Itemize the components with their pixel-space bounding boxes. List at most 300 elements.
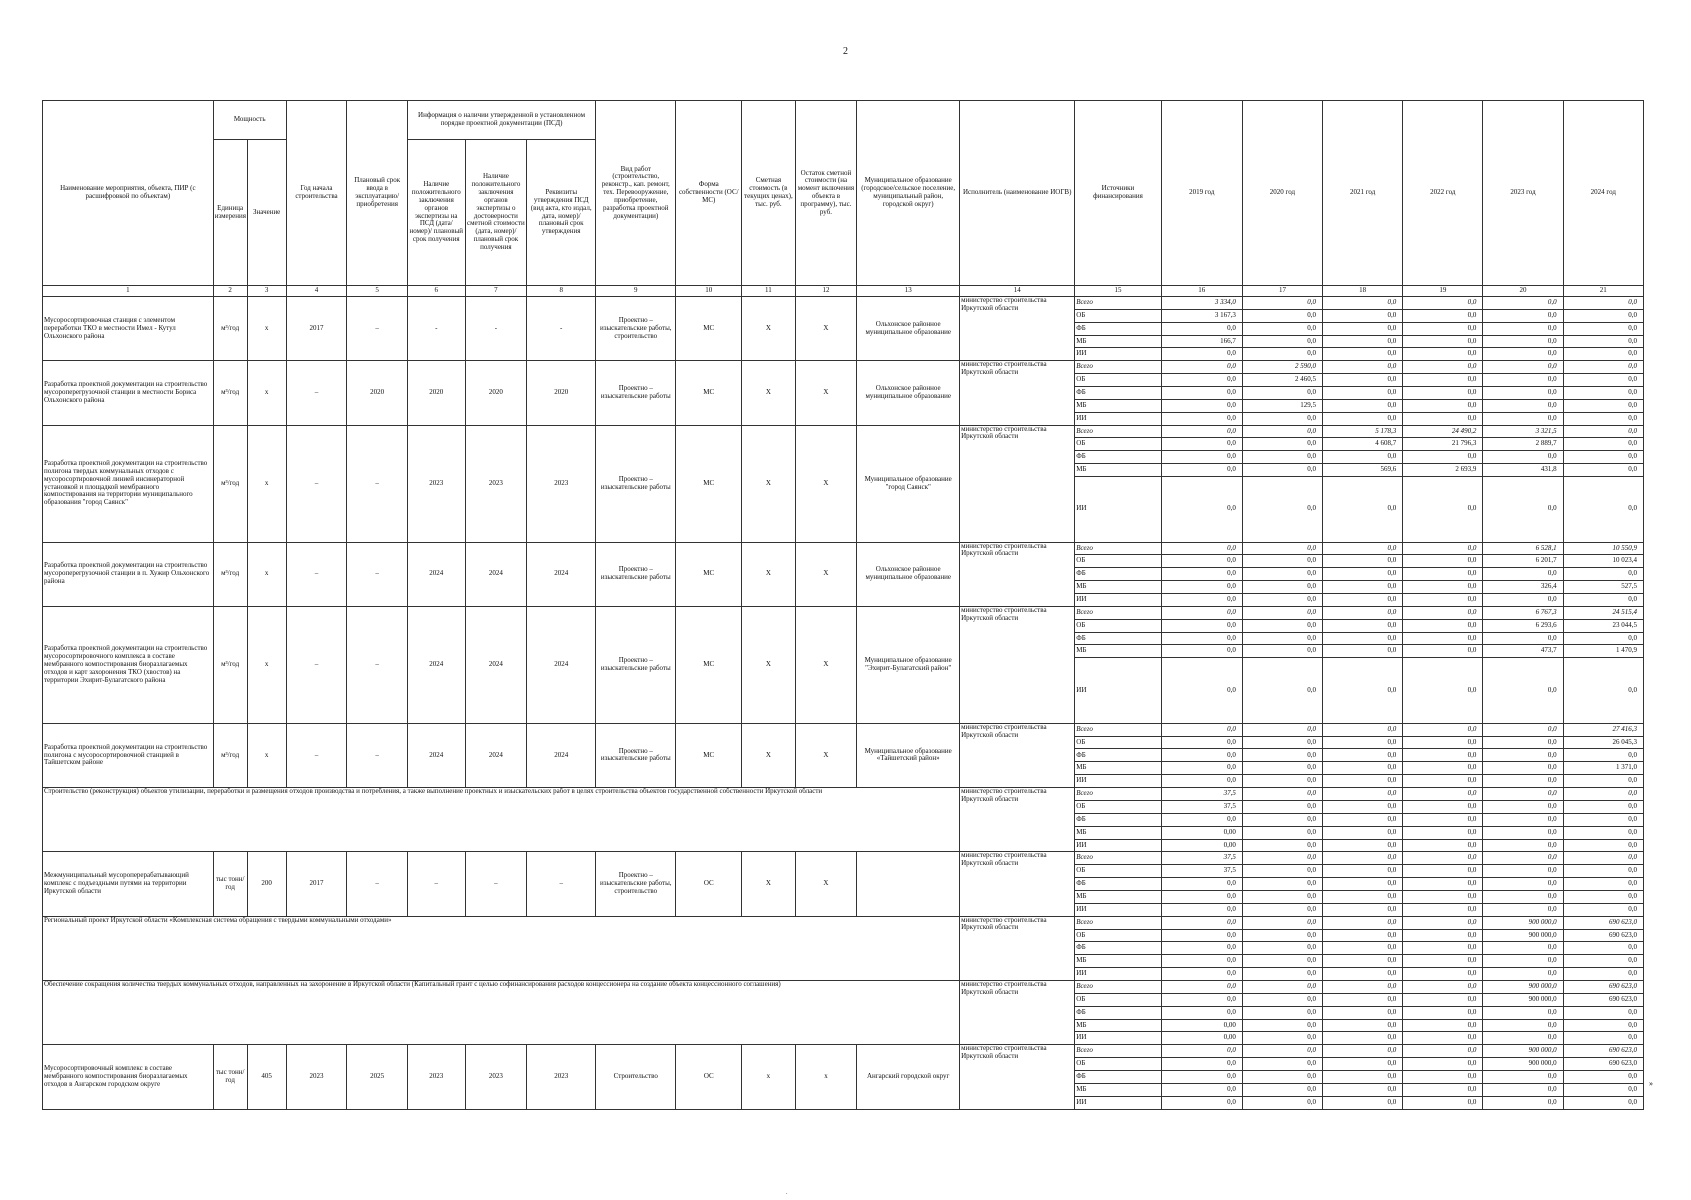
expertise-cell: 2024 xyxy=(407,542,465,606)
amount-cell: 0,0 xyxy=(1323,1045,1403,1058)
municipality-cell: Ангарский городской округ xyxy=(857,1045,960,1110)
amount-cell: 0,0 xyxy=(1483,1032,1563,1045)
unit-cell: м³/год xyxy=(213,723,247,787)
table-row xyxy=(43,852,1644,865)
amount-cell: 0,0 xyxy=(1323,775,1403,788)
amount-cell: 0,0 xyxy=(1323,1083,1403,1096)
source-label: Всего xyxy=(1075,425,1161,438)
section-row xyxy=(43,788,1644,801)
amount-cell: 0,0 xyxy=(1563,438,1643,451)
amount-cell: 0,0 xyxy=(1242,1006,1322,1019)
amount-cell: 0,0 xyxy=(1242,1058,1322,1071)
amount-cell: 0,0 xyxy=(1483,451,1563,464)
executor-cell: министерство строительства Иркутской области xyxy=(960,788,1075,852)
amount-cell: 0,0 xyxy=(1483,348,1563,361)
header-year-2024: 2024 год xyxy=(1563,101,1643,286)
amount-cell: 0,0 xyxy=(1242,955,1322,968)
start-year-cell: – xyxy=(286,361,347,425)
work-type-cell: Проектно – изыскательские работы, строительство xyxy=(596,297,676,361)
plan-year-cell: – xyxy=(347,297,408,361)
amount-cell: 0,0 xyxy=(1483,890,1563,903)
column-number: 2 xyxy=(213,286,247,297)
amount-cell: 0,0 xyxy=(1563,412,1643,425)
amount-cell: 0,0 xyxy=(1161,980,1242,993)
column-number-row xyxy=(43,286,1644,297)
amount-cell: 0,0 xyxy=(1403,955,1483,968)
amount-cell: 0,0 xyxy=(1483,852,1563,865)
ownership-cell: МС xyxy=(676,723,742,787)
amount-cell: 0,0 xyxy=(1161,322,1242,335)
amount-cell: 0,0 xyxy=(1242,348,1322,361)
investment-table xyxy=(42,100,1644,1110)
amount-cell: 0,0 xyxy=(1161,723,1242,736)
amount-cell: 0,0 xyxy=(1483,865,1563,878)
amount-cell: 0,00 xyxy=(1161,839,1242,852)
reliability-cell: 2024 xyxy=(465,542,527,606)
column-number: 16 xyxy=(1161,286,1242,297)
source-label: МБ xyxy=(1075,581,1161,594)
source-label: ФБ xyxy=(1075,632,1161,645)
amount-cell: 0,0 xyxy=(1403,348,1483,361)
amount-cell: 0,0 xyxy=(1323,1096,1403,1109)
amount-cell: 0,0 xyxy=(1403,1019,1483,1032)
header-sources: Источники финансирования xyxy=(1075,101,1161,286)
remaining-cost-cell: Х xyxy=(795,852,857,916)
amount-cell: 0,0 xyxy=(1403,335,1483,348)
ownership-cell: МС xyxy=(676,297,742,361)
amount-cell: 6 201,7 xyxy=(1483,555,1563,568)
amount-cell: 0,0 xyxy=(1563,903,1643,916)
amount-cell: 0,0 xyxy=(1563,749,1643,762)
source-label: ИИ xyxy=(1075,412,1161,425)
amount-cell: 0,0 xyxy=(1563,425,1643,438)
amount-cell: 0,0 xyxy=(1403,606,1483,619)
amount-cell: 0,0 xyxy=(1161,451,1242,464)
source-label: МБ xyxy=(1075,826,1161,839)
object-name: Межмуниципальный мусороперерабатывающий комплекс с подъездными путями на территории Иркутской области xyxy=(43,852,214,916)
amount-cell: 0,0 xyxy=(1563,632,1643,645)
amount-cell: 0,0 xyxy=(1563,568,1643,581)
reliability-cell: - xyxy=(465,297,527,361)
amount-cell: 0,0 xyxy=(1323,542,1403,555)
work-type-cell: Строительство xyxy=(596,1045,676,1110)
amount-cell: 690 623,0 xyxy=(1563,916,1643,929)
ownership-cell: МС xyxy=(676,361,742,425)
value-cell: х xyxy=(247,361,286,425)
approval-cell: 2023 xyxy=(527,1045,596,1110)
amount-cell: 0,0 xyxy=(1161,903,1242,916)
amount-cell: 0,0 xyxy=(1403,1032,1483,1045)
amount-cell: 0,0 xyxy=(1483,942,1563,955)
executor-cell: министерство строительства Иркутской области xyxy=(960,606,1075,723)
amount-cell: 3 167,3 xyxy=(1161,309,1242,322)
source-label: ФБ xyxy=(1075,322,1161,335)
amount-cell: 0,0 xyxy=(1403,1058,1483,1071)
amount-cell: 0,0 xyxy=(1242,1083,1322,1096)
unit-cell: м³/год xyxy=(213,297,247,361)
object-name: Разработка проектной документации на строительство мусороперегрузочной станции в местности Бориса Ольхонского района xyxy=(43,361,214,425)
amount-cell: 0,0 xyxy=(1242,438,1322,451)
amount-cell: 1 470,9 xyxy=(1563,645,1643,658)
header-year-2019: 2019 год xyxy=(1161,101,1242,286)
amount-cell: 0,0 xyxy=(1563,788,1643,801)
amount-cell: 0,0 xyxy=(1161,568,1242,581)
amount-cell: 0,0 xyxy=(1323,736,1403,749)
amount-cell: 0,0 xyxy=(1242,645,1322,658)
amount-cell: 0,0 xyxy=(1563,813,1643,826)
column-number: 21 xyxy=(1563,286,1643,297)
plan-year-cell: – xyxy=(347,852,408,916)
amount-cell: 0,0 xyxy=(1242,826,1322,839)
amount-cell: 0,0 xyxy=(1563,658,1643,724)
header-ownership: Форма собственности (ОС/МС) xyxy=(676,101,742,286)
amount-cell: 0,0 xyxy=(1403,800,1483,813)
amount-cell: 37,5 xyxy=(1161,788,1242,801)
amount-cell: 0,0 xyxy=(1323,412,1403,425)
amount-cell: 0,0 xyxy=(1161,542,1242,555)
amount-cell: 0,0 xyxy=(1242,464,1322,477)
header-name: Наименование мероприятия, объекта, ПИР (с расшифровкой по объектам) xyxy=(43,101,214,286)
column-number: 18 xyxy=(1323,286,1403,297)
source-label: МБ xyxy=(1075,464,1161,477)
amount-cell: 0,0 xyxy=(1403,555,1483,568)
amount-cell: 0,0 xyxy=(1323,645,1403,658)
amount-cell: 0,0 xyxy=(1483,788,1563,801)
executor-cell: министерство строительства Иркутской области xyxy=(960,723,1075,787)
amount-cell: 0,0 xyxy=(1161,775,1242,788)
amount-cell: 0,0 xyxy=(1161,348,1242,361)
source-label: ОБ xyxy=(1075,619,1161,632)
amount-cell: 0,0 xyxy=(1161,619,1242,632)
plan-year-cell: – xyxy=(347,425,408,542)
amount-cell: 0,0 xyxy=(1242,658,1322,724)
amount-cell: 0,0 xyxy=(1483,878,1563,891)
plan-year-cell: – xyxy=(347,723,408,787)
amount-cell: 0,0 xyxy=(1161,593,1242,606)
amount-cell: 900 000,0 xyxy=(1483,929,1563,942)
header-psd-expertise: Наличие положительного заключения органов экспертизы на ПСД (дата/номер)/ плановый срок получения xyxy=(407,140,465,286)
amount-cell: 0,0 xyxy=(1483,477,1563,543)
source-label: ОБ xyxy=(1075,309,1161,322)
municipality-cell: Ольхонское районное муниципальное образование xyxy=(857,361,960,425)
column-number: 14 xyxy=(960,286,1075,297)
amount-cell: 0,0 xyxy=(1161,425,1242,438)
amount-cell: 0,00 xyxy=(1161,1019,1242,1032)
estimated-cost-cell: Х xyxy=(742,852,795,916)
source-label: ОБ xyxy=(1075,1058,1161,1071)
value-cell: 405 xyxy=(247,1045,286,1110)
amount-cell: 0,0 xyxy=(1242,451,1322,464)
amount-cell: 0,0 xyxy=(1323,839,1403,852)
amount-cell: 0,0 xyxy=(1563,890,1643,903)
amount-cell: 0,0 xyxy=(1563,1096,1643,1109)
amount-cell: 0,0 xyxy=(1242,297,1322,310)
amount-cell: 0,0 xyxy=(1242,322,1322,335)
section-title: Строительство (реконструкция) объектов утилизации, переработки и размещения отходов производства и потребления, а также выполнение проектных и изыскательских работ в целях строительства объектов государственной собственности Иркутской области xyxy=(43,788,960,852)
amount-cell: 4 608,7 xyxy=(1323,438,1403,451)
executor-cell: министерство строительства Иркутской области xyxy=(960,542,1075,606)
amount-cell: 0,0 xyxy=(1323,335,1403,348)
amount-cell: 0,0 xyxy=(1563,968,1643,981)
amount-cell: 0,0 xyxy=(1403,903,1483,916)
amount-cell: 0,0 xyxy=(1161,464,1242,477)
amount-cell: 690 623,0 xyxy=(1563,1045,1643,1058)
amount-cell: 0,0 xyxy=(1323,929,1403,942)
municipality-cell xyxy=(857,852,960,916)
ownership-cell: МС xyxy=(676,606,742,723)
source-label: ФБ xyxy=(1075,813,1161,826)
estimated-cost-cell: Х xyxy=(742,297,795,361)
amount-cell: 0,0 xyxy=(1563,865,1643,878)
executor-cell: министерство строительства Иркутской области xyxy=(960,361,1075,425)
amount-cell: 0,0 xyxy=(1403,645,1483,658)
ownership-cell: МС xyxy=(676,425,742,542)
header-year-2020: 2020 год xyxy=(1242,101,1322,286)
amount-cell: 0,0 xyxy=(1483,412,1563,425)
column-number: 7 xyxy=(465,286,527,297)
table-row xyxy=(43,542,1644,555)
amount-cell: 0,0 xyxy=(1161,762,1242,775)
amount-cell: 0,0 xyxy=(1483,568,1563,581)
source-label: Всего xyxy=(1075,1045,1161,1058)
amount-cell: 3 334,0 xyxy=(1161,297,1242,310)
table-row xyxy=(43,425,1644,438)
amount-cell: 0,0 xyxy=(1242,542,1322,555)
amount-cell: 0,0 xyxy=(1403,839,1483,852)
amount-cell: 0,0 xyxy=(1563,942,1643,955)
column-number: 9 xyxy=(596,286,676,297)
source-label: МБ xyxy=(1075,955,1161,968)
amount-cell: 0,0 xyxy=(1323,477,1403,543)
source-label: ИИ xyxy=(1075,1032,1161,1045)
source-label: ОБ xyxy=(1075,374,1161,387)
amount-cell: 569,6 xyxy=(1323,464,1403,477)
amount-cell: 0,0 xyxy=(1242,839,1322,852)
amount-cell: 0,0 xyxy=(1242,1045,1322,1058)
source-label: Всего xyxy=(1075,542,1161,555)
amount-cell: 0,0 xyxy=(1483,632,1563,645)
amount-cell: 0,0 xyxy=(1323,852,1403,865)
amount-cell: 0,0 xyxy=(1161,361,1242,374)
source-label: ФБ xyxy=(1075,451,1161,464)
amount-cell: 0,0 xyxy=(1483,1070,1563,1083)
amount-cell: 690 623,0 xyxy=(1563,980,1643,993)
amount-cell: 21 796,3 xyxy=(1403,438,1483,451)
amount-cell: 690 623,0 xyxy=(1563,1058,1643,1071)
unit-cell: тыс тонн/год xyxy=(213,1045,247,1110)
header-executor: Исполнитель (наименование ИОГВ) xyxy=(960,101,1075,286)
amount-cell: 0,0 xyxy=(1161,1058,1242,1071)
column-number: 20 xyxy=(1483,286,1563,297)
start-year-cell: 2017 xyxy=(286,297,347,361)
amount-cell: 0,0 xyxy=(1563,775,1643,788)
amount-cell: 0,0 xyxy=(1483,322,1563,335)
amount-cell: 0,0 xyxy=(1323,993,1403,1006)
plan-year-cell: – xyxy=(347,606,408,723)
amount-cell: 0,0 xyxy=(1161,1096,1242,1109)
table-row xyxy=(43,361,1644,374)
amount-cell: 0,0 xyxy=(1563,852,1643,865)
amount-cell: 0,0 xyxy=(1242,813,1322,826)
header-work-type: Вид работ (строительство, реконстр., кап. ремонт, тех. Перевооружение, приобретение, разработка проектной документации) xyxy=(596,101,676,286)
amount-cell: 0,0 xyxy=(1483,775,1563,788)
amount-cell: 10 023,4 xyxy=(1563,555,1643,568)
municipality-cell: Ольхонское районное муниципальное образование xyxy=(857,297,960,361)
amount-cell: 0,0 xyxy=(1161,477,1242,543)
amount-cell: 0,0 xyxy=(1403,1083,1483,1096)
amount-cell: 0,0 xyxy=(1242,309,1322,322)
executor-cell: министерство строительства Иркутской области xyxy=(960,1045,1075,1110)
column-number: 10 xyxy=(676,286,742,297)
amount-cell: 0,0 xyxy=(1323,903,1403,916)
amount-cell: 0,0 xyxy=(1323,581,1403,594)
expertise-cell: 2024 xyxy=(407,723,465,787)
amount-cell: 0,0 xyxy=(1323,361,1403,374)
value-cell: х xyxy=(247,425,286,542)
amount-cell: 0,0 xyxy=(1403,968,1483,981)
amount-cell: 0,0 xyxy=(1161,412,1242,425)
amount-cell: 0,0 xyxy=(1161,942,1242,955)
amount-cell: 0,0 xyxy=(1483,361,1563,374)
object-name: Разработка проектной документации на строительство мусоросортировочного комплекса в составе мембранного компостирования биоразлагаемых отходов и карт захоронения ТКО (хвостов) на территории Эхирит-Булагатского района xyxy=(43,606,214,723)
amount-cell: 0,0 xyxy=(1403,297,1483,310)
amount-cell: 0,0 xyxy=(1323,309,1403,322)
amount-cell: 0,0 xyxy=(1403,762,1483,775)
header-psd-approval: Реквизиты утверждения ПСД (вид акта, кто издал, дата, номер)/ плановый срок утверждения xyxy=(527,140,596,286)
amount-cell: 0,0 xyxy=(1242,606,1322,619)
municipality-cell: Ольхонское районное муниципальное образование xyxy=(857,542,960,606)
amount-cell: 690 623,0 xyxy=(1563,929,1643,942)
amount-cell: 0,0 xyxy=(1403,1045,1483,1058)
amount-cell: 527,5 xyxy=(1563,581,1643,594)
unit-cell: тыс тонн/год xyxy=(213,852,247,916)
amount-cell: 900 000,0 xyxy=(1483,1045,1563,1058)
municipality-cell: Муниципальное образование "город Саянск" xyxy=(857,425,960,542)
amount-cell: 0,0 xyxy=(1242,788,1322,801)
amount-cell: 0,0 xyxy=(1403,865,1483,878)
column-number: 13 xyxy=(857,286,960,297)
executor-cell: министерство строительства Иркутской области xyxy=(960,297,1075,361)
amount-cell: 0,0 xyxy=(1323,297,1403,310)
amount-cell: 0,0 xyxy=(1161,1070,1242,1083)
amount-cell: 0,0 xyxy=(1323,1006,1403,1019)
amount-cell: 0,0 xyxy=(1323,955,1403,968)
unit-cell: м³/год xyxy=(213,606,247,723)
amount-cell: 900 000,0 xyxy=(1483,980,1563,993)
amount-cell: 0,0 xyxy=(1161,955,1242,968)
source-label: ИИ xyxy=(1075,477,1161,543)
table-row xyxy=(43,1045,1644,1058)
value-cell: х xyxy=(247,723,286,787)
amount-cell: 0,0 xyxy=(1161,749,1242,762)
amount-cell: 0,0 xyxy=(1242,762,1322,775)
unit-cell: м³/год xyxy=(213,542,247,606)
amount-cell: 129,5 xyxy=(1242,399,1322,412)
estimated-cost-cell: Х xyxy=(742,542,795,606)
amount-cell: 900 000,0 xyxy=(1483,916,1563,929)
amount-cell: 0,0 xyxy=(1483,309,1563,322)
amount-cell: 0,0 xyxy=(1242,968,1322,981)
source-label: Всего xyxy=(1075,852,1161,865)
amount-cell: 166,7 xyxy=(1161,335,1242,348)
work-type-cell: Проектно – изыскательские работы xyxy=(596,425,676,542)
source-label: Всего xyxy=(1075,916,1161,929)
reliability-cell: 2023 xyxy=(465,425,527,542)
amount-cell: 0,0 xyxy=(1242,1096,1322,1109)
amount-cell: 6 767,3 xyxy=(1483,606,1563,619)
approval-cell: 2020 xyxy=(527,361,596,425)
amount-cell: 0,0 xyxy=(1563,451,1643,464)
source-label: МБ xyxy=(1075,1083,1161,1096)
amount-cell: 0,0 xyxy=(1323,399,1403,412)
remaining-cost-cell: Х xyxy=(795,542,857,606)
amount-cell: 0,0 xyxy=(1323,593,1403,606)
column-number: 4 xyxy=(286,286,347,297)
table-row xyxy=(43,297,1644,310)
amount-cell: 0,0 xyxy=(1403,412,1483,425)
amount-cell: 0,0 xyxy=(1161,632,1242,645)
source-label: ИИ xyxy=(1075,658,1161,724)
amount-cell: 5 178,3 xyxy=(1323,425,1403,438)
amount-cell: 0,0 xyxy=(1323,865,1403,878)
page-number: 2 xyxy=(843,46,848,57)
amount-cell: 0,0 xyxy=(1161,387,1242,400)
header-start-year: Год начала строительства xyxy=(286,101,347,286)
header-value: Значение xyxy=(247,140,286,286)
amount-cell: 0,0 xyxy=(1483,593,1563,606)
amount-cell: 0,0 xyxy=(1323,942,1403,955)
header-unit: Единица измерения xyxy=(213,140,247,286)
amount-cell: 0,0 xyxy=(1483,762,1563,775)
amount-cell: 0,0 xyxy=(1403,593,1483,606)
amount-cell: 0,0 xyxy=(1403,361,1483,374)
amount-cell: 0,0 xyxy=(1323,348,1403,361)
estimated-cost-cell: х xyxy=(742,1045,795,1110)
expertise-cell: 2023 xyxy=(407,1045,465,1110)
table-row xyxy=(43,723,1644,736)
amount-cell: 0,0 xyxy=(1403,942,1483,955)
amount-cell: 0,0 xyxy=(1483,387,1563,400)
amount-cell: 0,0 xyxy=(1323,826,1403,839)
column-number: 17 xyxy=(1242,286,1322,297)
source-label: ФБ xyxy=(1075,1070,1161,1083)
value-cell: 200 xyxy=(247,852,286,916)
amount-cell: 0,0 xyxy=(1563,1006,1643,1019)
section-title: Региональный проект Иркутской области «Комплексная система обращения с твердыми коммунальными отходами» xyxy=(43,916,960,980)
amount-cell: 0,0 xyxy=(1323,968,1403,981)
amount-cell: 2 693,9 xyxy=(1403,464,1483,477)
source-label: ФБ xyxy=(1075,568,1161,581)
amount-cell: 0,0 xyxy=(1403,632,1483,645)
work-type-cell: Проектно – изыскательские работы xyxy=(596,361,676,425)
amount-cell: 0,0 xyxy=(1403,658,1483,724)
amount-cell: 0,0 xyxy=(1323,762,1403,775)
expertise-cell: 2024 xyxy=(407,606,465,723)
amount-cell: 0,0 xyxy=(1161,916,1242,929)
source-label: Всего xyxy=(1075,788,1161,801)
amount-cell: 0,0 xyxy=(1323,723,1403,736)
amount-cell: 0,0 xyxy=(1323,788,1403,801)
expertise-cell: – xyxy=(407,852,465,916)
amount-cell: 0,00 xyxy=(1161,826,1242,839)
amount-cell: 0,0 xyxy=(1161,555,1242,568)
approval-cell: 2023 xyxy=(527,425,596,542)
municipality-cell: Муниципальное образование "Эхирит-Булагатский район" xyxy=(857,606,960,723)
amount-cell: 0,0 xyxy=(1323,374,1403,387)
investment-table-container xyxy=(42,100,1644,1110)
amount-cell: 0,0 xyxy=(1563,348,1643,361)
amount-cell: 0,0 xyxy=(1242,1032,1322,1045)
